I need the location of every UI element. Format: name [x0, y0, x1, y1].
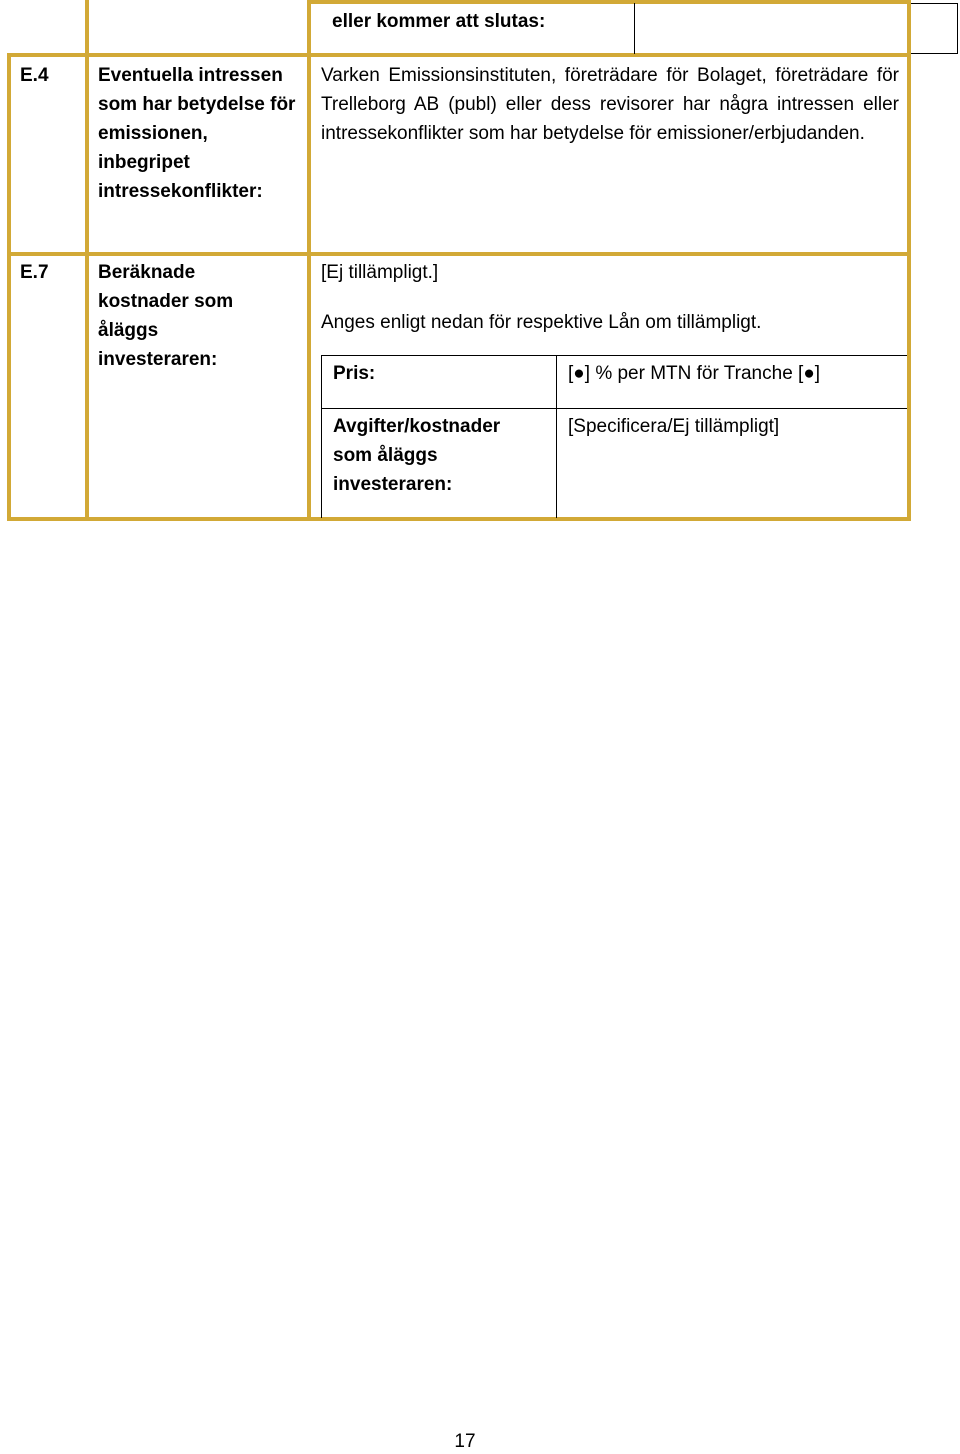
- section-number-e4: E.4: [20, 65, 49, 86]
- top-row-box-top: [911, 3, 958, 4]
- table-bottom-border: [7, 517, 911, 521]
- table-col-divider-1: [85, 0, 89, 521]
- table-col-divider-2: [307, 0, 311, 521]
- inner-table-col-divider: [556, 355, 557, 518]
- top-row-box-bottom: [911, 53, 958, 54]
- section-number-e7: E.7: [20, 262, 49, 283]
- not-applicable-note: [Ej tillämpligt.]: [321, 262, 439, 283]
- table-left-border: [7, 54, 11, 521]
- cost-table-label-fees: Avgifter/kostnader som åläggs investeraren:: [333, 416, 501, 495]
- page-number: 17: [454, 1431, 476, 1452]
- inner-table-row-divider: [321, 408, 907, 409]
- table-right-border: [907, 0, 911, 521]
- section-heading-e4: Eventuella intressen som har betydelse för emissionen, inbegripet intressekonflikter:: [98, 65, 296, 202]
- section-heading-e7: Beräknade kostnader som åläggs investeraren:: [98, 262, 234, 370]
- table-row-divider-2: [7, 252, 911, 256]
- table-top-border-mid: [307, 0, 911, 4]
- section-body-e4: Varken Emissionsinstituten, företrädare för Bolaget, företrädare för Trelleborg AB (publ) eller dess revisorer har några intressen eller intressekonflikter som har betydelse för emissioner/erbjudanden.: [321, 65, 899, 144]
- instruction-text: Anges enligt nedan för respektive Lån om tillämpligt.: [321, 312, 762, 333]
- top-row-box-divider: [634, 3, 635, 54]
- inner-table-top: [321, 355, 907, 356]
- cost-table-value-fees: [Specificera/Ej tillämpligt]: [568, 416, 780, 437]
- top-row-box-right: [957, 3, 958, 54]
- cost-table-value-price: [●] % per MTN för Tranche [●]: [568, 363, 821, 384]
- table-row-divider-1: [7, 53, 911, 57]
- inner-table-left: [321, 355, 322, 518]
- cost-table-label-price: Pris:: [333, 363, 376, 384]
- continuation-label: eller kommer att slutas:: [332, 11, 546, 32]
